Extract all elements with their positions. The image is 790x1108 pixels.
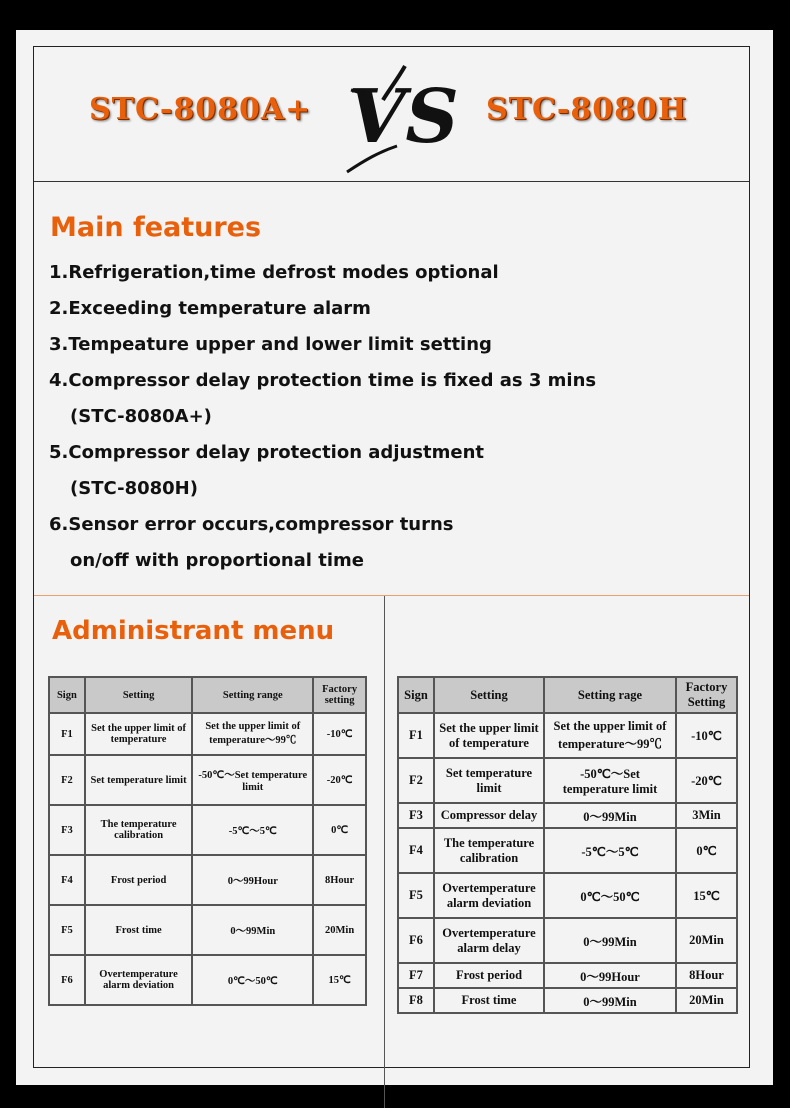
cell: F8: [398, 988, 434, 1013]
cell: -50℃～Set temperature limit: [192, 755, 313, 805]
cell: 3Min: [676, 803, 737, 828]
table-row: [49, 755, 366, 805]
cell: F3: [398, 803, 434, 828]
table-row: [398, 918, 737, 963]
cell: Set the upper limit of temperature: [85, 713, 193, 755]
cell: Set the upper limit of temperature～99℃: [544, 713, 676, 758]
cell: -5℃～5℃: [544, 828, 676, 873]
cell: -50℃～Set temperature limit: [544, 758, 676, 803]
header-divider: [34, 181, 749, 182]
cell: Compressor delay: [434, 803, 544, 828]
cell: Set the upper limit of temperature～99℃: [192, 713, 313, 755]
cell: 0℃: [313, 805, 366, 855]
cell: 0℃: [676, 828, 737, 873]
cell: Set temperature limit: [85, 755, 193, 805]
admin-menu-title: Administrant menu: [52, 616, 335, 646]
header-cell: Factory Setting: [676, 677, 737, 713]
feature-line: 1.Refrigeration,time defrost modes optional: [49, 262, 499, 283]
cell: Overtemperature alarm deviation: [85, 955, 193, 1005]
header-cell: Factory setting: [313, 677, 366, 713]
cell: The temperature calibration: [85, 805, 193, 855]
left-model-title: STC-8080A+: [89, 92, 312, 127]
table-row: [398, 988, 737, 1013]
table-row: [398, 828, 737, 873]
cell: F6: [398, 918, 434, 963]
table-row: [398, 963, 737, 988]
cell: 15℃: [313, 955, 366, 1005]
cell: 0℃～50℃: [544, 873, 676, 918]
cell: F5: [398, 873, 434, 918]
cell: Frost period: [85, 855, 193, 905]
table-header-row: [398, 677, 737, 713]
cell: Frost period: [434, 963, 544, 988]
cell: 20Min: [676, 918, 737, 963]
table-row: [49, 905, 366, 955]
cell: F6: [49, 955, 85, 1005]
cell: -20℃: [676, 758, 737, 803]
cell: F1: [398, 713, 434, 758]
feature-line: (STC-8080A+): [70, 406, 212, 427]
header-cell: Sign: [49, 677, 85, 713]
cell: 0～99Min: [544, 918, 676, 963]
table-row: [49, 855, 366, 905]
cell: The temperature calibration: [434, 828, 544, 873]
feature-line: on/off with proportional time: [70, 550, 364, 571]
cell: -10℃: [676, 713, 737, 758]
section-divider: [34, 595, 749, 596]
header-cell: Setting: [85, 677, 193, 713]
header-cell: Setting rage: [544, 677, 676, 713]
cell: Set temperature limit: [434, 758, 544, 803]
table-row: [398, 758, 737, 803]
cell: -20℃: [313, 755, 366, 805]
header-cell: Setting: [434, 677, 544, 713]
cell: F1: [49, 713, 85, 755]
vs-brush-logo: [345, 60, 459, 175]
cell: F5: [49, 905, 85, 955]
svg-text:VS: VS: [348, 74, 459, 160]
cell: 15℃: [676, 873, 737, 918]
cell: 0～99Hour: [192, 855, 313, 905]
cell: Overtemperature alarm deviation: [434, 873, 544, 918]
table-row: [49, 955, 366, 1005]
table-row: [49, 713, 366, 755]
cell: 8Hour: [313, 855, 366, 905]
feature-line: 3.Tempeature upper and lower limit setting: [49, 334, 492, 355]
column-divider: [384, 596, 385, 1108]
table-row: [398, 803, 737, 828]
cell: F2: [398, 758, 434, 803]
feature-line: 5.Compressor delay protection adjustment: [49, 442, 485, 463]
feature-line: (STC-8080H): [70, 478, 198, 499]
feature-line: 2.Exceeding temperature alarm: [49, 298, 371, 319]
cell: 20Min: [313, 905, 366, 955]
feature-line: 4.Compressor delay protection time is fixed as 3 mins: [49, 370, 597, 391]
cell: Overtemperature alarm delay: [434, 918, 544, 963]
cell: 0℃～50℃: [192, 955, 313, 1005]
cell: F3: [49, 805, 85, 855]
cell: F4: [398, 828, 434, 873]
cell: 0～99Min: [192, 905, 313, 955]
feature-line: 6.Sensor error occurs,compressor turns: [49, 514, 454, 535]
table-row: [398, 713, 737, 758]
table-row: [49, 805, 366, 855]
cell: Frost time: [434, 988, 544, 1013]
right-model-title: STC-8080H: [486, 92, 688, 127]
cell: 0～99Min: [544, 803, 676, 828]
header-cell: Setting range: [192, 677, 313, 713]
cell: 8Hour: [676, 963, 737, 988]
cell: F7: [398, 963, 434, 988]
right-settings-table: [397, 676, 738, 1014]
cell: Set the upper limit of temperature: [434, 713, 544, 758]
cell: -5℃～5℃: [192, 805, 313, 855]
cell: 20Min: [676, 988, 737, 1013]
cell: F4: [49, 855, 85, 905]
cell: 0～99Hour: [544, 963, 676, 988]
table-row: [398, 873, 737, 918]
cell: F2: [49, 755, 85, 805]
table-header-row: [49, 677, 366, 713]
cell: 0～99Min: [544, 988, 676, 1013]
header-cell: Sign: [398, 677, 434, 713]
cell: Frost time: [85, 905, 193, 955]
cell: -10℃: [313, 713, 366, 755]
features-title: Main features: [50, 212, 262, 243]
left-settings-table: [48, 676, 367, 1006]
